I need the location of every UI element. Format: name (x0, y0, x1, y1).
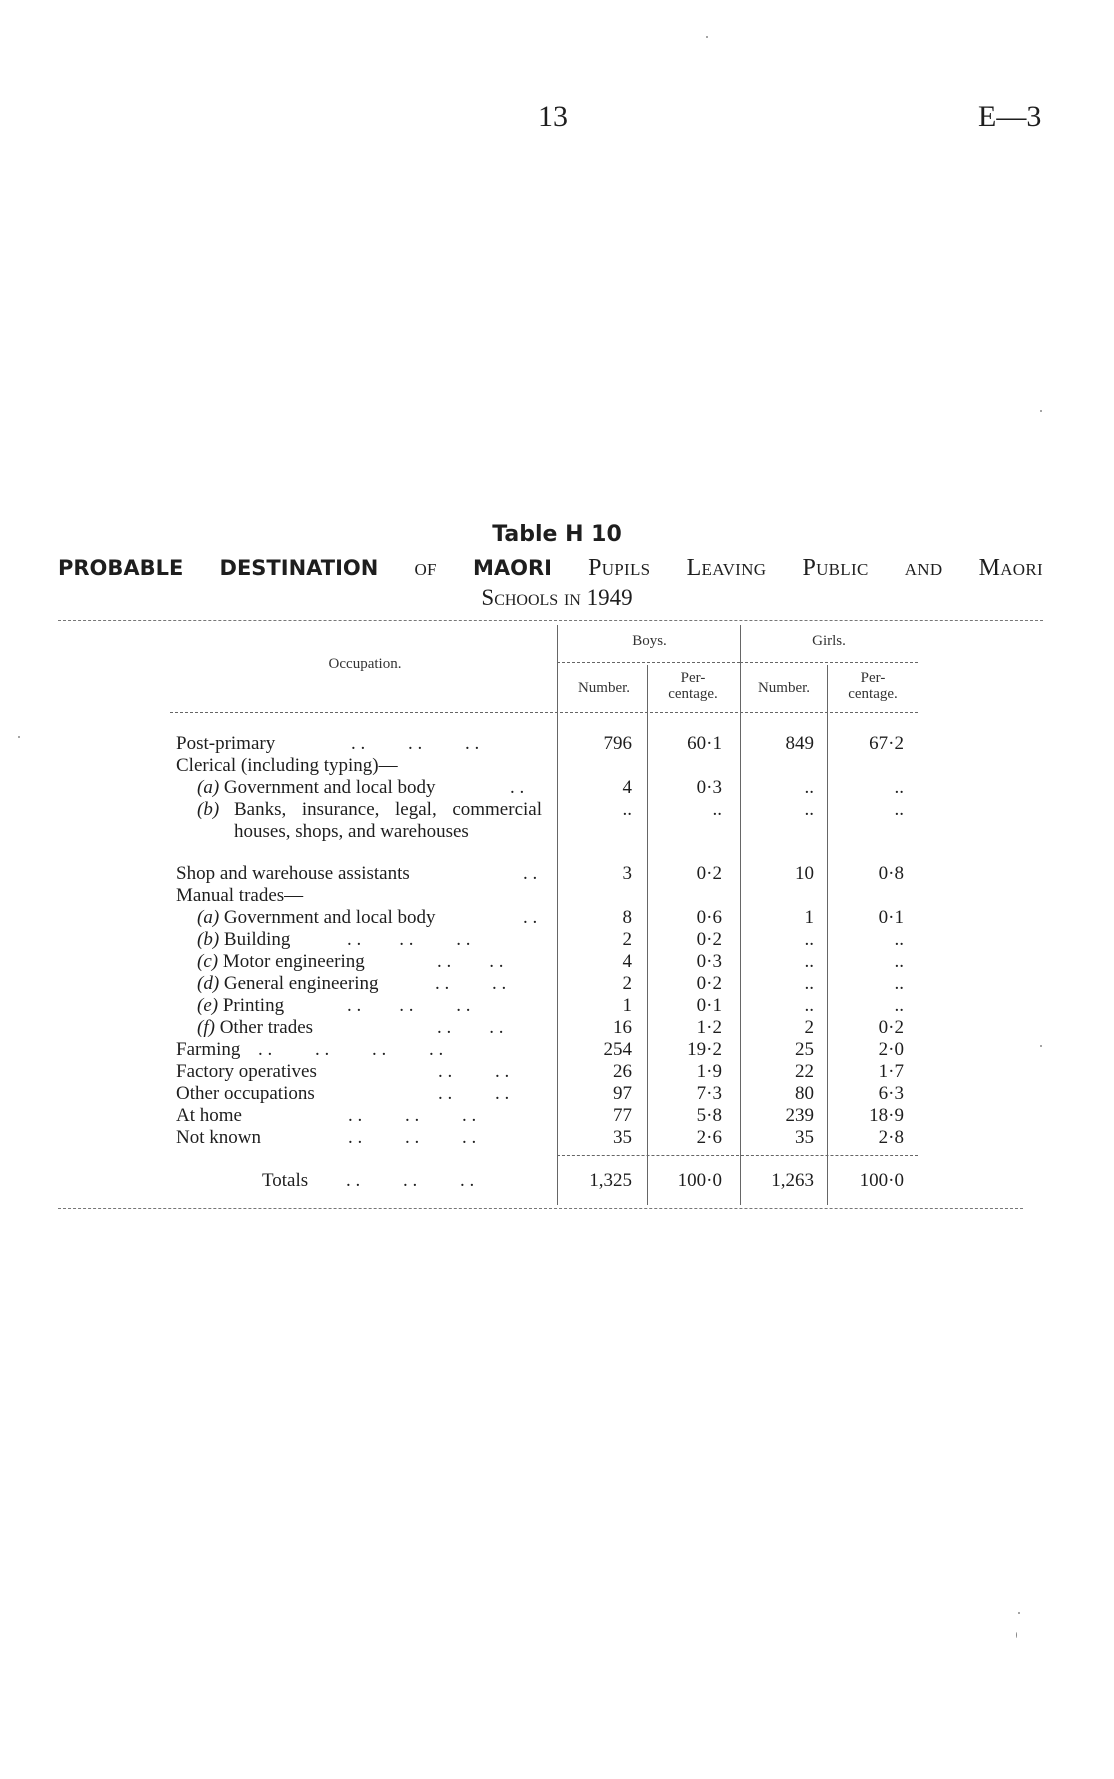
scan-speck (18, 736, 20, 738)
boys-percentage: 0·1 (696, 995, 722, 1016)
girls-percentage: .. (894, 777, 904, 798)
column-divider (557, 625, 558, 1205)
row-label: Shop and warehouse assistants . . (176, 863, 538, 884)
boys-number: 4 (622, 777, 632, 798)
column-divider (740, 625, 741, 1205)
boys-percentage: 2·6 (696, 1127, 722, 1148)
totals-boys-number: 1,325 (589, 1170, 632, 1191)
boys-number: 4 (622, 951, 632, 972)
header-bottom-rule (170, 712, 918, 713)
header-girls-percentage (828, 670, 918, 702)
boys-number: 3 (622, 863, 632, 884)
girls-number: .. (804, 799, 814, 820)
header-boys-percentage (648, 670, 738, 702)
girls-percentage: 67·2 (869, 733, 904, 754)
boys-number: 2 (622, 973, 632, 994)
girls-number: .. (804, 973, 814, 994)
boys-percentage: 0·2 (696, 929, 722, 950)
girls-percentage: .. (894, 995, 904, 1016)
boys-percentage: 0·6 (696, 907, 722, 928)
girls-percentage: .. (894, 799, 904, 820)
girls-number: 2 (804, 1017, 814, 1038)
column-divider (647, 665, 648, 1205)
totals-girls-number: 1,263 (771, 1170, 814, 1191)
boys-number: 796 (603, 733, 632, 754)
boys-number: 35 (613, 1127, 632, 1148)
header-percentage-line2: centage. (668, 686, 718, 702)
header-percentage-line1: Per- (680, 670, 706, 686)
title-word-probable: PROBABLE (58, 556, 184, 580)
scan-speck (1016, 1632, 1017, 1638)
girls-number: 849 (785, 733, 814, 754)
row-label: Manual trades— (176, 885, 304, 906)
girls-percentage: .. (894, 929, 904, 950)
girls-percentage: 0·1 (878, 907, 904, 928)
girls-percentage: 2·0 (878, 1039, 904, 1060)
row-label: (f) Other trades . . . . (197, 1017, 504, 1038)
boys-percentage: 1·2 (696, 1017, 722, 1038)
girls-percentage: 1·7 (878, 1061, 904, 1082)
header-girls-number: Number. (757, 680, 811, 696)
title-word-destination: DESTINATION (219, 556, 379, 580)
boys-percentage: 0·2 (696, 973, 722, 994)
girls-percentage: 2·8 (878, 1127, 904, 1148)
boys-percentage: 1·9 (696, 1061, 722, 1082)
girls-percentage: 6·3 (878, 1083, 904, 1104)
title-word-maori2: Maori (978, 555, 1043, 581)
boys-number: 254 (603, 1039, 632, 1060)
header-occupation: Occupation. (328, 656, 402, 672)
totals-rule (557, 1155, 918, 1156)
row-label: (e) Printing . . . . . . (197, 995, 471, 1016)
girls-number: .. (804, 929, 814, 950)
girls-number: 22 (795, 1061, 814, 1082)
girls-number: 80 (795, 1083, 814, 1104)
boys-percentage: 0·3 (696, 951, 722, 972)
girls-number: 1 (804, 907, 814, 928)
boys-percentage: .. (712, 799, 722, 820)
girls-number: .. (804, 995, 814, 1016)
row-label: Other occupations . . . . (176, 1083, 510, 1104)
boys-percentage: 7·3 (696, 1083, 722, 1104)
girls-percentage: 0·8 (878, 863, 904, 884)
boys-number: .. (622, 799, 632, 820)
totals-label: Totals . . . . . . (262, 1170, 475, 1191)
table-label: Table H 10 (492, 522, 622, 547)
scan-speck (706, 36, 708, 38)
girls-number: .. (804, 777, 814, 798)
title-word-pupils: Pupils (588, 555, 651, 581)
boys-number: 16 (613, 1017, 632, 1038)
title-word-maori: MAORI (472, 556, 552, 580)
table-title-line2: Schools in 1949 (481, 585, 633, 610)
girls-number: 35 (795, 1127, 814, 1148)
page-number: 13 (538, 100, 568, 133)
girls-number: 239 (785, 1105, 814, 1126)
header-sub-rule-girls (740, 662, 918, 663)
scan-speck (1018, 1612, 1020, 1614)
row-label: (a) Government and local body . . (197, 907, 538, 928)
row-label: At home . . . . . . (176, 1105, 477, 1126)
girls-percentage: .. (894, 973, 904, 994)
page-code: E—3 (978, 100, 1042, 133)
table-top-rule (58, 620, 1043, 621)
row-label: (a) Government and local body . . (197, 777, 525, 798)
boys-percentage: 5·8 (696, 1105, 722, 1126)
header-percentage-line2: centage. (848, 686, 898, 702)
header-percentage-line1: Per- (860, 670, 886, 686)
column-divider (827, 665, 828, 1205)
boys-percentage: 0·2 (696, 863, 722, 884)
boys-number: 97 (613, 1083, 632, 1104)
boys-number: 8 (622, 907, 632, 928)
table-title-line1 (58, 555, 1043, 582)
boys-percentage: 19·2 (687, 1039, 722, 1060)
table-bottom-rule (58, 1208, 1023, 1209)
row-label: (d) General engineering . . . . (197, 973, 507, 994)
boys-percentage: 60·1 (687, 733, 722, 754)
totals-boys-percentage: 100·0 (677, 1170, 722, 1191)
scan-speck (1040, 1045, 1042, 1047)
title-word-of: of (414, 555, 437, 581)
row-label: (b) Building . . . . . . (197, 929, 471, 950)
girls-percentage: .. (894, 951, 904, 972)
row-label: Farming . . . . . . . . (176, 1039, 444, 1060)
row-label: Not known . . . . . . (176, 1127, 477, 1148)
girls-percentage: 0·2 (878, 1017, 904, 1038)
boys-number: 26 (613, 1061, 632, 1082)
boys-number: 77 (613, 1105, 632, 1126)
title-word-public: Public (802, 555, 869, 581)
header-boys: Boys. (632, 633, 667, 649)
scan-speck (1040, 410, 1042, 412)
row-label: Post-primary . . . . . . (176, 733, 480, 754)
header-girls: Girls. (812, 633, 846, 649)
row-label: Factory operatives . . . . (176, 1061, 510, 1082)
row-label: (c) Motor engineering . . . . (197, 951, 504, 972)
row-label: Banks, insurance, legal, commercial houses, shops, and warehouses (234, 799, 542, 842)
girls-number: .. (804, 951, 814, 972)
girls-percentage: 18·9 (869, 1105, 904, 1126)
totals-girls-percentage: 100·0 (859, 1170, 904, 1191)
boys-percentage: 0·3 (696, 777, 722, 798)
title-word-leaving: Leaving (686, 555, 767, 581)
title-word-and: and (904, 555, 943, 581)
row-label: Clerical (including typing)— (176, 755, 398, 776)
girls-number: 25 (795, 1039, 814, 1060)
header-sub-rule-boys (557, 662, 740, 663)
boys-number: 2 (622, 929, 632, 950)
row-letter: (b) (197, 799, 220, 820)
header-boys-number: Number. (577, 680, 631, 696)
boys-number: 1 (622, 995, 632, 1016)
girls-number: 10 (795, 863, 814, 884)
